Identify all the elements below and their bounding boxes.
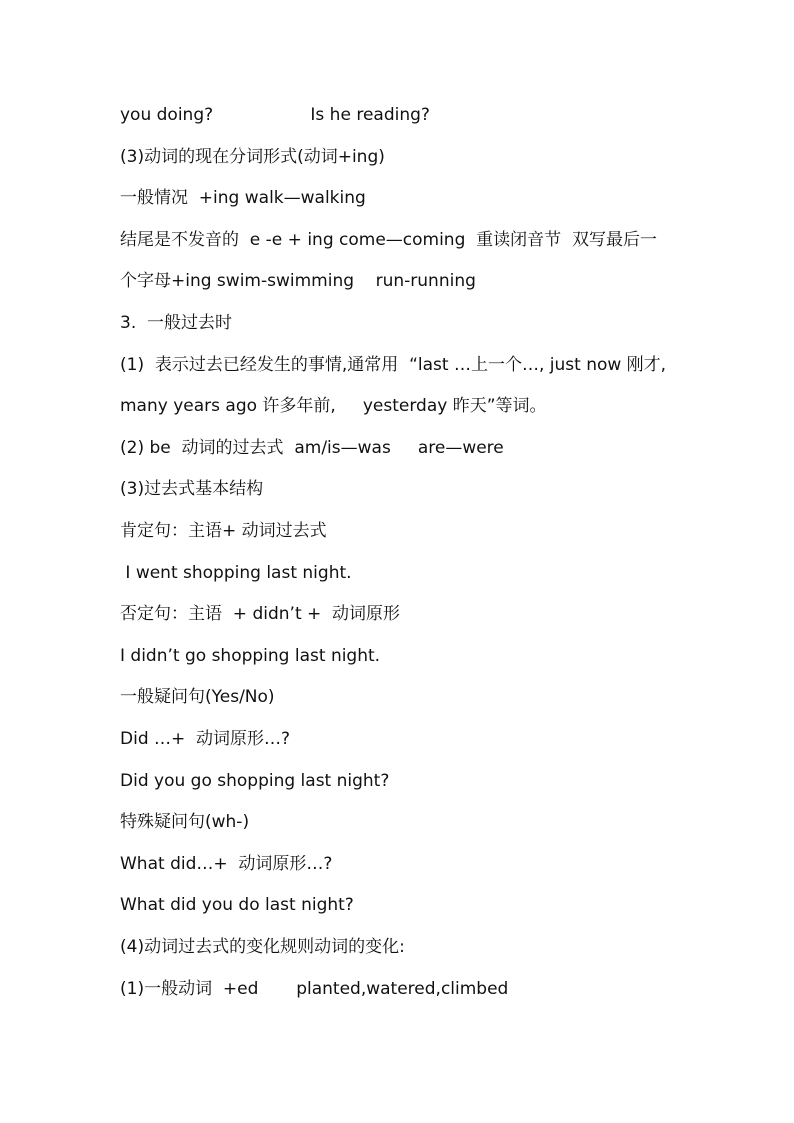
text-line-18: 特殊疑问句(wh-)	[120, 812, 250, 832]
text-line-20: What did you do last night?	[120, 895, 354, 915]
text-line-13: 否定句：主语 + didn’t + 动词原形	[120, 604, 401, 624]
text-line-1: you doing? Is he reading?	[120, 105, 430, 125]
text-line-10: (3)过去式基本结构	[120, 479, 264, 499]
text-line-4: 结尾是不发音的 e -e + ing come—coming 重读闭音节 双写最后一	[120, 230, 657, 250]
text-line-22: (1)一般动词 +ed planted,watered,climbed	[120, 979, 509, 999]
text-line-12: I went shopping last night.	[120, 563, 352, 583]
text-line-17: Did you go shopping last night?	[120, 771, 390, 791]
text-line-16: Did …+ 动词原形…?	[120, 729, 291, 749]
text-line-21: (4)动词过去式的变化规则动词的变化:	[120, 937, 405, 957]
text-line-2: (3)动词的现在分词形式(动词+ing)	[120, 147, 385, 167]
text-line-15: 一般疑问句(Yes/No)	[120, 687, 275, 707]
section-heading: 3. 一般过去时	[120, 313, 233, 333]
text-line-3: 一般情况 +ing walk—walking	[120, 188, 366, 208]
text-line-8: many years ago 许多年前, yesterday 昨天”等词。	[120, 396, 547, 416]
text-line-7: (1) 表示过去已经发生的事情,通常用 “last …上一个…, just now 刚才,	[120, 355, 667, 375]
text-line-14: I didn’t go shopping last night.	[120, 646, 381, 666]
text-line-19: What did…+ 动词原形…?	[120, 854, 333, 874]
text-line-5: 个字母+ing swim-swimming run-running	[120, 271, 476, 291]
text-line-9: (2) be 动词的过去式 am/is—was are—were	[120, 438, 504, 458]
text-line-11: 肯定句：主语+ 动词过去式	[120, 521, 327, 541]
